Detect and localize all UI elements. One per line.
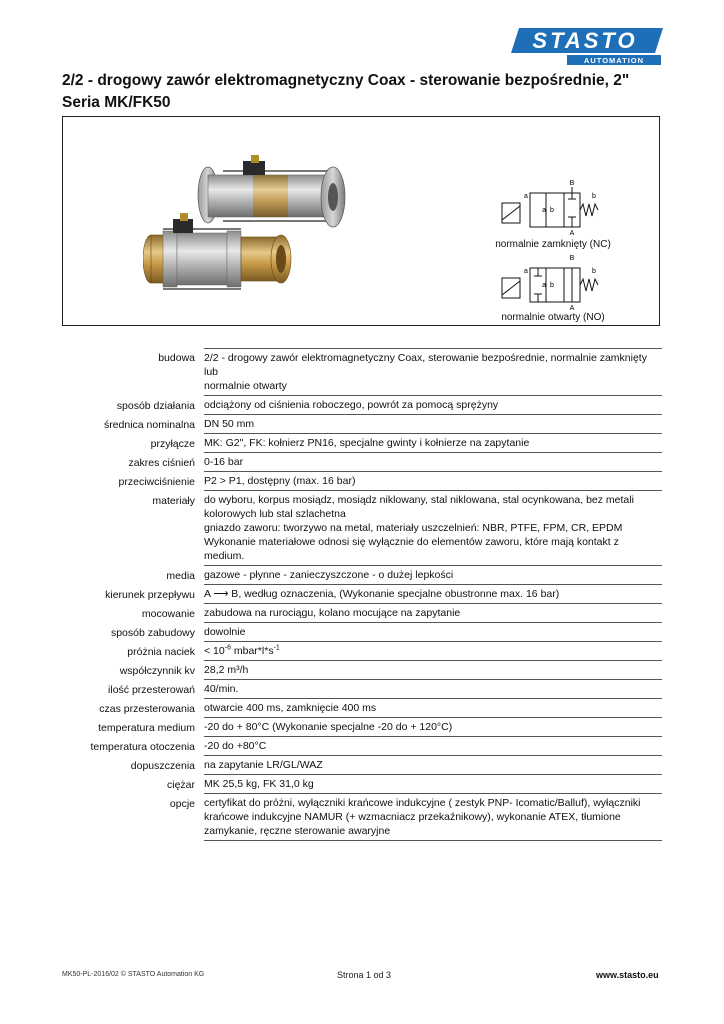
spec-row: [62, 453, 662, 472]
spec-label: zakres ciśnień: [128, 457, 195, 469]
spec-value: [204, 794, 662, 841]
vacuum-exp1: -6: [224, 644, 231, 652]
spec-value-line: gazowe - płynne - zanieczyszczone - o dużej lepkości: [204, 569, 454, 581]
no-symbol-diagram: [496, 252, 606, 312]
spec-row: [62, 491, 662, 566]
spec-row: [62, 604, 662, 623]
spec-value-line: krańcowe indukcyjne NAMUR (+ wzmacniacz przekaźnikowy), wykonanie ATEX, tłumione: [204, 811, 621, 823]
spec-label: przeciwciśnienie: [118, 476, 195, 488]
spec-value-line: 0-16 bar: [204, 456, 244, 468]
nc-label-b: b: [592, 193, 596, 200]
threaded-valve-image: [143, 213, 291, 289]
spec-label: ilość przesterowań: [108, 684, 195, 696]
spec-value: [204, 453, 662, 472]
spec-row: [62, 775, 662, 794]
spec-value-line: DN 50 mm: [204, 418, 255, 430]
no-label-a: a: [524, 268, 528, 275]
spec-row: [62, 661, 662, 680]
spec-value: [204, 348, 662, 396]
footer-page-number: Strona 1 od 3: [337, 970, 392, 980]
spec-label: sposób działania: [116, 400, 195, 412]
spec-value-line: na zapytanie LR/GL/WAZ: [204, 759, 323, 771]
nc-port-a: A: [569, 230, 575, 237]
no-center-b: b: [550, 282, 554, 289]
spec-label: opcje: [169, 798, 195, 810]
spec-value-line: do wyboru, korpus mosiądz, mosiądz niklowany, stal niklowana, stal ocynkowana, bez metali: [204, 494, 634, 506]
spec-value: [204, 623, 662, 642]
title-line-2: Seria MK/FK50: [62, 94, 171, 111]
spec-value: [204, 775, 662, 794]
stasto-logo: [505, 26, 663, 66]
spec-label: temperatura otoczenia: [90, 741, 195, 753]
footer-document-id: MK50-PL-2016/02 © STASTO Automation KG: [62, 971, 205, 978]
spec-value-line: 28,2 m³/h: [204, 664, 249, 676]
spec-value-line: otwarcie 400 ms, zamknięcie 400 ms: [204, 702, 377, 714]
nc-symbol-diagram: [496, 177, 606, 237]
product-figure-box: [62, 116, 660, 326]
spec-value-line: 40/min.: [204, 683, 239, 695]
no-label-b: b: [592, 268, 596, 275]
spec-row: [62, 642, 662, 661]
spec-value-line: zabudowa na rurociągu, kolano mocujące na zapytanie: [204, 607, 461, 619]
nc-port-b: B: [569, 180, 575, 187]
spec-row: [62, 348, 662, 396]
spec-value-line: normalnie otwarty: [204, 380, 287, 392]
spec-row: [62, 737, 662, 756]
spec-value-line: kolorowych lub stal szlachetna: [204, 508, 346, 520]
vacuum-prefix: < 10: [204, 645, 225, 657]
spec-label: przyłącze: [150, 438, 195, 450]
spec-value: [204, 585, 662, 604]
spec-value-line: MK 25,5 kg, FK 31,0 kg: [204, 778, 314, 790]
specifications-table: [62, 348, 662, 841]
spec-row: [62, 756, 662, 775]
spec-row: [62, 415, 662, 434]
spec-value-line: dowolnie: [204, 626, 246, 638]
spec-value: [204, 396, 662, 415]
spec-row: [62, 699, 662, 718]
nc-caption: normalnie zamknięty (NC): [495, 239, 611, 250]
no-caption: normalnie otwarty (NO): [501, 312, 605, 323]
spec-row: [62, 623, 662, 642]
spec-value: [204, 661, 662, 680]
footer-website: www.stasto.eu: [596, 970, 659, 980]
flanged-valve-image: [198, 155, 345, 227]
title-line-1: 2/2 - drogowy zawór elektromagnetyczny Coax - sterowanie bezpośrednie, 2": [62, 72, 630, 89]
spec-row: [62, 680, 662, 699]
page-title: [62, 70, 629, 114]
spec-label: próżnia naciek: [127, 646, 195, 658]
spec-row: [62, 434, 662, 453]
spec-value-line: P2 > P1, dostępny (max. 16 bar): [204, 475, 356, 487]
spec-value: [204, 434, 662, 453]
spec-value: [204, 680, 662, 699]
spec-value: [204, 642, 662, 661]
spec-label: mocowanie: [141, 608, 195, 620]
spec-row: [62, 794, 662, 841]
spec-value-line: odciążony od ciśnienia roboczego, powrót za pomocą sprężyny: [204, 399, 499, 411]
vacuum-mid: mbar*l*s: [230, 645, 274, 657]
spec-label: czas przesterowania: [99, 703, 195, 715]
valve-product-image: [143, 147, 443, 312]
spec-row: [62, 472, 662, 491]
spec-value-line: MK: G2", FK: kołnierz PN16, specjalne gwinty i kołnierze na zapytanie: [204, 437, 530, 449]
spec-label: sposób zabudowy: [110, 627, 195, 639]
spec-label: średnica nominalna: [103, 419, 195, 431]
spec-label: materiały: [152, 495, 195, 507]
no-port-b: B: [569, 255, 575, 262]
spec-value-line: A ⟶ B, według oznaczenia, (Wykonanie specjalne obustronne max. 16 bar): [204, 588, 560, 600]
spec-value-line: certyfikat do próżni, wyłączniki krańcowe indukcyjne ( zestyk PNP- Icomatic/Balluf), wyłączniki: [204, 797, 641, 809]
spec-value-line: -20 do +80°C: [204, 740, 267, 752]
spec-value-line: 2/2 - drogowy zawór elektromagnetyczny Coax, sterowanie bezpośrednie, normalnie zamknięty lub: [204, 352, 647, 378]
spec-value: [204, 756, 662, 775]
no-center-a: a: [542, 282, 546, 289]
spec-row: [62, 396, 662, 415]
spec-value: [204, 472, 662, 491]
vacuum-exp2: -1: [273, 644, 280, 652]
spec-label: kierunek przepływu: [105, 589, 195, 601]
spec-value-line: zamykanie, ręczne sterowanie awaryjne: [204, 825, 391, 837]
logo-subtitle: AUTOMATION: [583, 56, 645, 65]
logo-text: STASTO: [532, 28, 638, 53]
spec-row: [62, 585, 662, 604]
spec-row: [62, 718, 662, 737]
spec-label: temperatura medium: [98, 722, 195, 734]
nc-center-b: b: [550, 207, 554, 214]
nc-center-a: a: [542, 207, 546, 214]
spec-value: [204, 566, 662, 585]
no-port-a: A: [569, 305, 575, 312]
spec-label: dopuszczenia: [130, 760, 195, 772]
spec-label: budowa: [158, 352, 195, 364]
spec-value: [204, 415, 662, 434]
spec-value: [204, 718, 662, 737]
spec-value: [204, 699, 662, 718]
spec-value-line: gniazdo zaworu: tworzywo na metal, materiały uszczelnień: NBR, PTFE, FPM, CR, EPDM: [204, 522, 623, 534]
spec-label: ciężar: [166, 779, 195, 791]
spec-label: media: [166, 570, 195, 582]
spec-value: [204, 604, 662, 623]
nc-label-a: a: [524, 193, 528, 200]
spec-value: [204, 737, 662, 756]
spec-value-line: Wykonanie materiałowe odnosi się wyłącznie do elementów zaworu, które mają kontakt z medium.: [204, 536, 619, 562]
spec-value: [204, 491, 662, 566]
spec-row: [62, 566, 662, 585]
spec-label: współczynnik kv: [119, 665, 195, 677]
spec-value-line: -20 do + 80°C (Wykonanie specjalne -20 do + 120°C): [204, 721, 453, 733]
